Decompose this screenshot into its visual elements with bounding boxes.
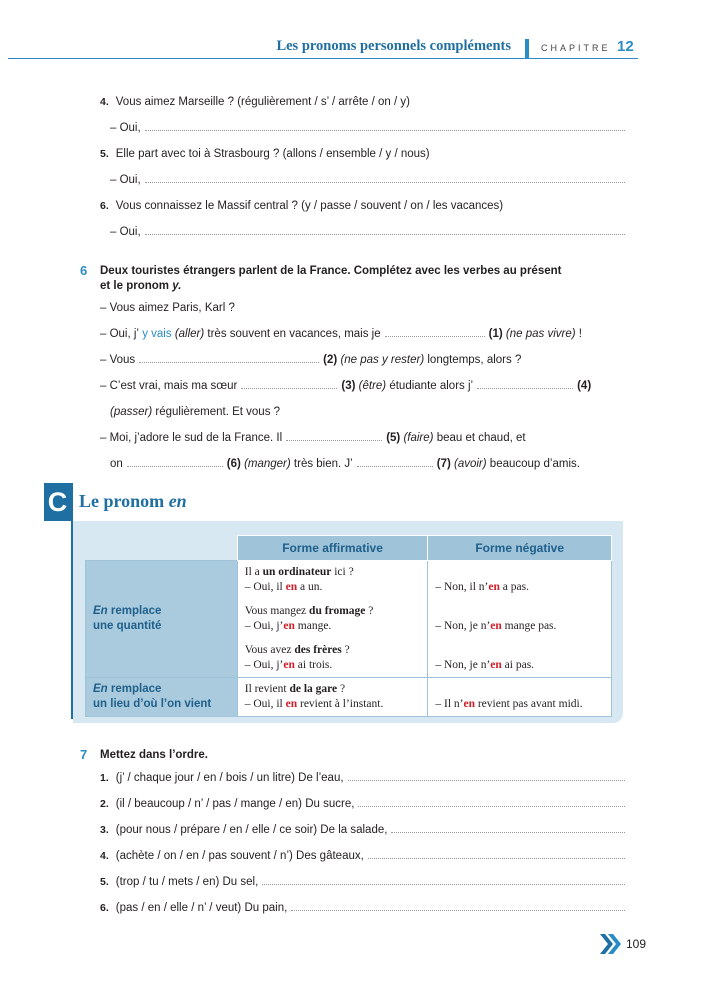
answer-blank[interactable]: [368, 857, 625, 859]
answer-blank[interactable]: [145, 129, 625, 131]
table-corner: [86, 536, 238, 561]
table-row: [86, 561, 612, 678]
item-prompt: Vous connaissez le Massif central ? (y / passe / souvent / on / les vacances): [115, 200, 504, 212]
page-number: 109: [626, 937, 647, 951]
table-row: [86, 678, 612, 717]
grammar-table: [85, 535, 612, 717]
dialogue-line: (passer) régulièrement. Et vous ?: [110, 406, 281, 418]
answer-blank[interactable]: [348, 779, 625, 781]
blank-4[interactable]: [477, 388, 573, 389]
chapter-label: CHAPITRE: [541, 43, 611, 53]
double-chevron-right-icon: [600, 932, 622, 959]
exercise-item[interactable]: 2. (il / beaucoup / n’ / pas / mange / en) Du sucre,: [100, 798, 625, 810]
answer-blank[interactable]: [358, 805, 625, 807]
section-title: Le pronom en: [79, 491, 187, 511]
example-answer: y vais: [142, 328, 172, 340]
blank-5[interactable]: [286, 440, 382, 441]
blank-1[interactable]: [385, 336, 485, 337]
row-header-quantity: En remplace une quantité: [86, 561, 238, 678]
instructions-line-1: Deux touristes étrangers parlent de la France. Complétez avec les verbes au présent: [100, 265, 562, 277]
pronoun-y: y.: [172, 280, 182, 292]
chapter-title: Les pronoms personnels compléments: [276, 38, 511, 54]
header-rule: [8, 58, 638, 59]
blank-3[interactable]: [241, 388, 337, 389]
exercise-item: [100, 96, 625, 108]
col-header-negative: Forme négative: [428, 536, 612, 561]
exercise-instructions: [100, 264, 561, 294]
item-prompt: Elle part avec toi à Strasbourg ? (allons / ensemble / y / nous): [115, 148, 430, 160]
exercise-item: [100, 200, 625, 212]
answer-line[interactable]: [110, 226, 625, 238]
negative-cell: – Il n’en revient pas avant midi.: [428, 678, 612, 717]
answer-blank[interactable]: [291, 909, 625, 911]
answer-start: – Oui,: [110, 226, 141, 238]
answer-blank[interactable]: [262, 883, 625, 885]
dialogue-line: – C’est vrai, mais ma sœur (3) (être) étudiante alors j’ (4): [100, 380, 592, 392]
dialogue-line: – Oui, j’ y vais (aller) très souvent en vacances, mais je (1) (ne pas vivre) !: [100, 328, 582, 340]
exercise-number: 6: [80, 263, 88, 278]
answer-blank[interactable]: [391, 831, 625, 833]
exercise-instructions: Mettez dans l’ordre.: [100, 749, 208, 761]
exercise-item[interactable]: 1. (j’ / chaque jour / en / bois / un litre) De l’eau,: [100, 772, 625, 784]
exercise-item[interactable]: 5. (trop / tu / mets / en) Du sel,: [100, 876, 625, 888]
dialogue-line: – Vous (2) (ne pas y rester) longtemps, alors ?: [100, 354, 522, 366]
item-number: 5.: [100, 148, 109, 160]
exercise-number: 7: [80, 747, 88, 762]
item-prompt: Vous aimez Marseille ? (régulièrement / s’ / arrête / on / y): [115, 96, 410, 108]
dialogue-line: – Vous aimez Paris, Karl ?: [100, 302, 235, 314]
blank-6[interactable]: [127, 466, 223, 467]
negative-cell: – Non, il n’en a pas. – Non, je n’en mange pas. – Non, je n’en ai pas.: [428, 561, 612, 678]
instructions-line-2: et le pronom y.: [100, 280, 182, 292]
answer-blank[interactable]: [145, 233, 625, 235]
item-number: 4.: [100, 96, 109, 108]
section-letter: C: [44, 483, 71, 521]
blank-2[interactable]: [139, 362, 319, 363]
answer-line[interactable]: [110, 122, 625, 134]
blank-7[interactable]: [357, 466, 433, 467]
affirmative-cell: Il revient de la gare ? – Oui, il en revient à l’instant.: [237, 678, 428, 717]
exercise-item[interactable]: 3. (pour nous / prépare / en / elle / ce soir) De la salade,: [100, 824, 625, 836]
col-header-affirmative: Forme affirmative: [237, 536, 428, 561]
exercise-item[interactable]: 6. (pas / en / elle / n’ / veut) Du pain,: [100, 902, 625, 914]
row-header-place: En remplace un lieu d’où l’on vient: [86, 678, 238, 717]
dialogue-line: on (6) (manger) très bien. J’ (7) (avoir) beaucoup d’amis.: [110, 458, 580, 470]
answer-blank[interactable]: [145, 181, 625, 183]
exercise-item[interactable]: 4. (achète / on / en / pas souvent / n’) Des gâteaux,: [100, 850, 625, 862]
item-number: 6.: [100, 200, 109, 212]
answer-start: – Oui,: [110, 122, 141, 134]
answer-line[interactable]: [110, 174, 625, 186]
chapter-number: 12: [617, 38, 634, 55]
header-divider: [525, 39, 529, 59]
affirmative-cell: Il a un ordinateur ici ? – Oui, il en a un. Vous mangez du fromage ? – Oui, j’en mange. Vous avez des frères ? – Oui, j’en ai trois.: [237, 561, 428, 678]
exercise-item: [100, 148, 625, 160]
dialogue-line: – Moi, j’adore le sud de la France. Il (5) (faire) beau et chaud, et: [100, 432, 526, 444]
answer-start: – Oui,: [110, 174, 141, 186]
